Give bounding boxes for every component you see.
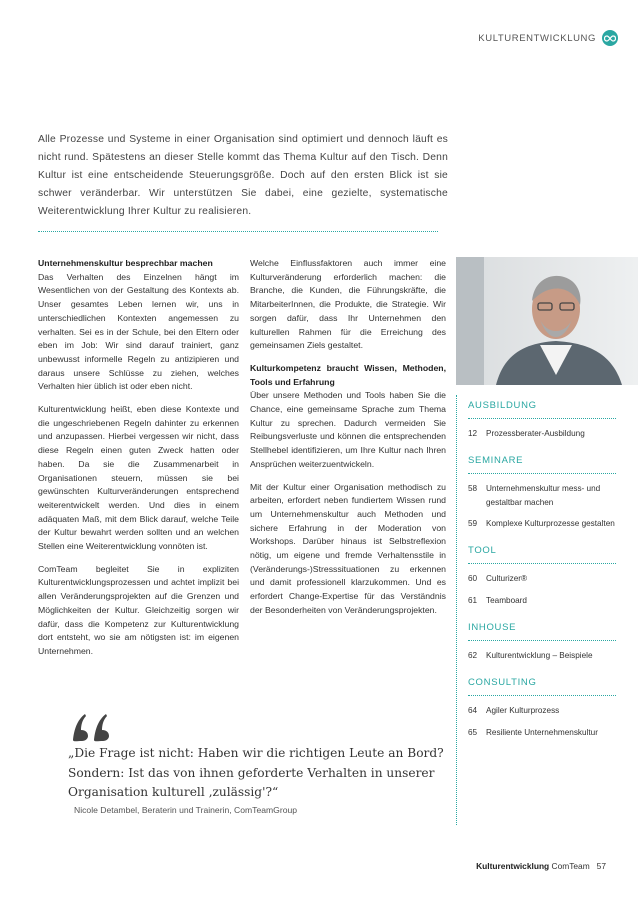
section-heading: Kulturkompetenz braucht Wissen, Methoden, Tools und Erfahrung: [250, 362, 446, 387]
sidebar-section-seminare: [468, 455, 616, 531]
list-item: [468, 427, 616, 441]
list-item: [468, 704, 616, 718]
paragraph: Kulturentwicklung heißt, eben diese Kontexte und die ungeschriebenen Regeln dahinter zu erkennen und anzupassen. Hierbei vergessen wir nicht, dass diese Regeln einen guten Zweck hatten oder haben. Da sie die Zusammenarbeit in Organisationen steuern, müssen sie bei gewünschten Kulturveränderungen entsprechend weiterentwickelt werden. Und dies in einem adäquaten Maß, mit dem Blick darauf, welche Teile der Kultur bewahrt werden sollten und an welchen Stellen eine Weiterentwicklung vonnöten ist.: [38, 404, 239, 552]
page-number: 65: [468, 728, 478, 737]
page-number: 57: [596, 861, 606, 871]
item-label: Agiler Kulturprozess: [486, 706, 560, 715]
page-number: 61: [468, 596, 478, 605]
sidebar-references: [468, 400, 616, 747]
footer-title: Kulturentwicklung: [476, 861, 550, 871]
dotted-divider: [38, 231, 438, 232]
sidebar-section-tool: [468, 545, 616, 608]
item-label: Komplexe Kulturprozesse gestalten: [486, 519, 615, 528]
text-column-left: [38, 257, 239, 668]
paragraph: Mit der Kultur einer Organisation methodisch zu arbeiten, erfordert neben fundiertem Wissen rund um Unternehmenskultur auch Methoden und sichere Erfahrung in der Moderation von Workshops. Darüber hinaus ist Selbstreflexion nötig, um eigene und fremde Verhaltensstile in (Veränderungs-)Stresssituationen zu erkennen und damit professionell klarzukommen. Und es erfordert Change-Expertise für das Verständnis der Besonderheiten von Veränderungsprojekten.: [250, 481, 446, 615]
list-item: [468, 517, 616, 531]
quote-mark-icon: [68, 708, 112, 747]
page-number: 62: [468, 651, 478, 660]
text-column-middle: [250, 257, 446, 627]
vertical-dotted-divider: [456, 395, 457, 825]
section-heading: Unternehmenskultur besprechbar machen: [38, 258, 213, 268]
item-label: Prozessberater-Ausbildung: [486, 429, 585, 438]
item-label: Resiliente Unternehmenskultur: [486, 728, 598, 737]
paragraph: [250, 362, 446, 472]
sidebar-section-title: TOOL: [468, 545, 497, 556]
page-footer: [476, 861, 606, 871]
paragraph: ComTeam begleitet Sie in expliziten Kulturentwicklungsprozessen und achtet implizit bei allen Veränderungsprojekten auf die Grenzen und Möglichkeiten der Kultur. Gleichzeitig sorgen wir dafür, dass die Kompetenz zur Kulturentwicklung dort entsteht, wo sie am nötigsten ist: im eigenen Unternehmen.: [38, 563, 239, 656]
paragraph: Welche Einflussfaktoren auch immer eine Kulturveränderung erforderlich machen: die Branche, die Kunden, die Führungskräfte, die MitarbeiterInnen, die Produkte, die Strategie. Wir sorgen dafür, dass Ihr Unternehmen den kulturellen Rahmen für die Erreichung des gemeinsamen Ziels gestaltet.: [250, 258, 446, 351]
list-item: [468, 572, 616, 586]
sidebar-section-title: CONSULTING: [468, 677, 537, 688]
sidebar-section-ausbildung: [468, 400, 616, 441]
item-label: Culturizer®: [486, 574, 528, 583]
dotted-divider: [468, 473, 616, 474]
footer-brand: ComTeam: [551, 861, 590, 871]
page-number: 12: [468, 429, 478, 438]
sidebar-section-title: INHOUSE: [468, 622, 517, 633]
paragraph-text: Das Verhalten des Einzelnen hängt im Wesentlichen von der Gestaltung des Kontexts ab. Unser gesamtes Leben lernen wir, uns in unterschiedlichen Kontexten angemessen zu verhalten. Sei es in der Schule, bei den Eltern oder eben im Job: Wir sind darauf trainiert, ganz unbewusst informelle Regeln zu antizipieren und daraus unsere Schlüsse zu ziehen, welches Verhalten hier üblich ist oder eben nicht.: [38, 271, 239, 392]
paragraph-text: Über unsere Methoden und Tools haben Sie die Chance, eine gemeinsame Sprache zum Thema Kultur zu sprechen. Dadurch vermeiden Sie Reibungsverluste und können die entsprechenden Stellhebel identifizieren, um Ihre Kultur nach Ihren Ansprüchen weiterzuentwickeln.: [250, 390, 446, 469]
paragraph: [38, 257, 239, 394]
list-item: [468, 482, 616, 510]
sidebar-section-inhouse: [468, 622, 616, 663]
dotted-divider: [468, 640, 616, 641]
dotted-divider: [468, 695, 616, 696]
item-label: Kulturentwicklung – Beispiele: [486, 651, 593, 660]
sidebar-section-title: SEMINARE: [468, 455, 524, 466]
sidebar-section-title: AUSBILDUNG: [468, 400, 537, 411]
page-number: 59: [468, 519, 478, 528]
list-item: [468, 594, 616, 608]
dotted-divider: [468, 563, 616, 564]
list-item: [468, 649, 616, 663]
list-item: [468, 726, 616, 740]
page-number: 60: [468, 574, 478, 583]
item-label: Teamboard: [486, 596, 527, 605]
dotted-divider: [468, 418, 616, 419]
page-number: 58: [468, 484, 478, 493]
page-number: 64: [468, 706, 478, 715]
portrait-photo: [456, 257, 638, 385]
intro-paragraph: Alle Prozesse und Systeme in einer Organisation sind optimiert und dennoch läuft es nicht rund. Spätestens an dieser Stelle kommt das Thema Kultur auf den Tisch. Denn Kultur ist eine entscheidende Steuerungsgröße. Doch auf den ersten Blick ist sie schwer veränderbar. Wir unterstützen Sie dabei, eine gezielte, systematische Weiterentwicklung Ihrer Kultur zu realisieren.: [38, 134, 448, 217]
item-label: Unternehmenskultur mess- und gestaltbar machen: [486, 484, 601, 507]
section-label: KULTURENTWICKLUNG: [478, 32, 596, 44]
pull-quote: „Die Frage ist nicht: Haben wir die richtigen Leute an Bord? Sondern: Ist das von ihnen geforderte Verhalten in unserer Organisation kulturell ‚zulässig'?“: [68, 746, 444, 799]
quote-author: Nicole Detambel, Beraterin und Trainerin, ComTeamGroup: [74, 805, 298, 815]
running-header: [478, 30, 618, 46]
sidebar-section-consulting: [468, 677, 616, 740]
infinity-icon: [602, 30, 618, 46]
